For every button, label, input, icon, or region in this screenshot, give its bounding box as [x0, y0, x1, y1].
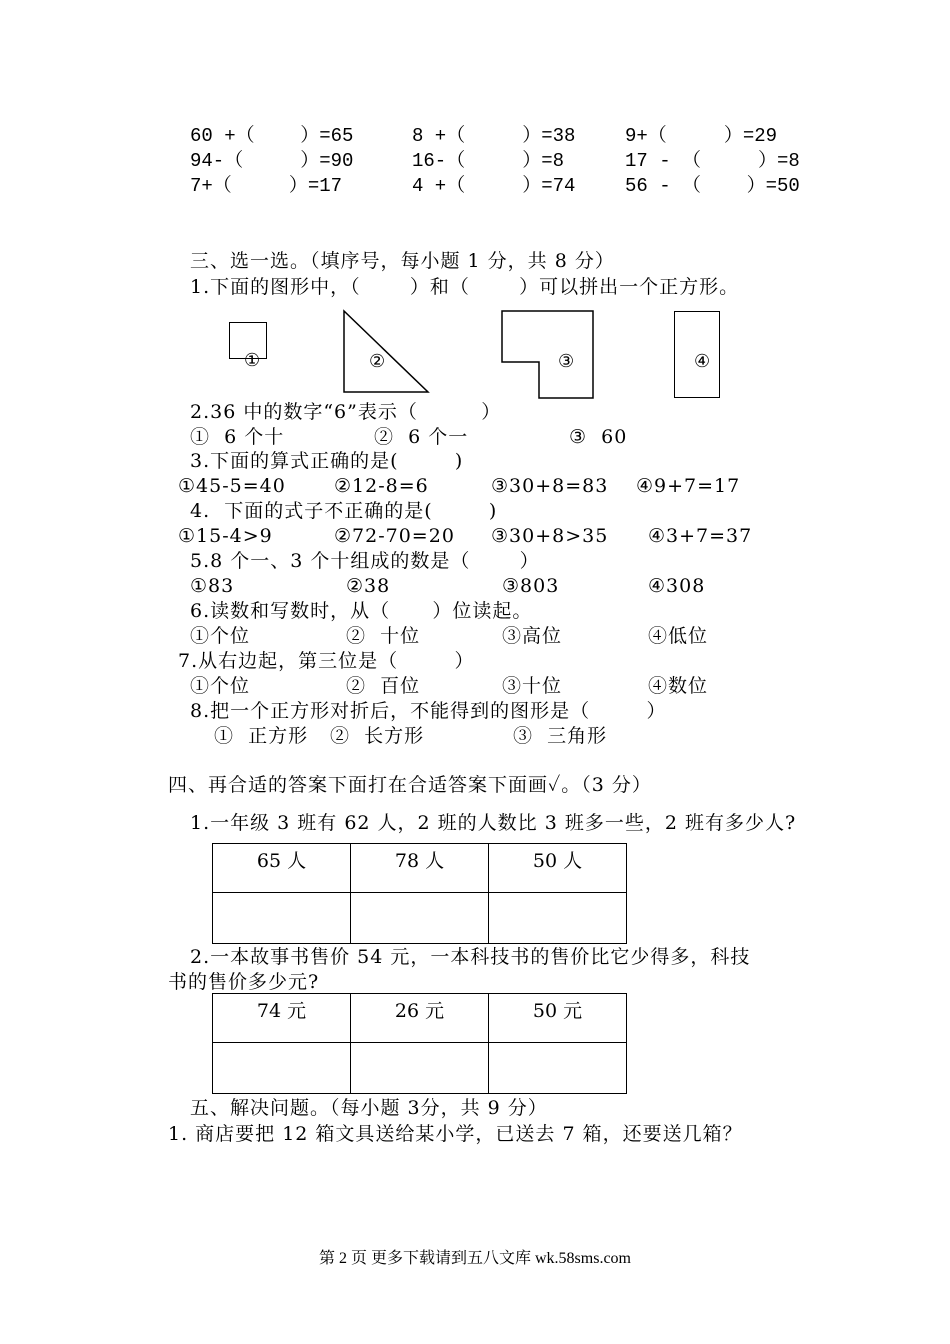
equation: 7+（ ）=17	[190, 175, 343, 197]
question-2: 2.36 中的数字“6”表示（ ）	[190, 401, 502, 423]
option: ④9+7=17	[636, 475, 741, 497]
question-4-2-line1: 2.一本故事书售价 54 元，一本科技书的售价比它少得多，科技	[190, 946, 751, 968]
option: ③高位	[502, 625, 563, 647]
check-cell[interactable]	[213, 893, 351, 944]
question-4-1: 1.一年级 3 班有 62 人，2 班的人数比 3 班多一些，2 班有多少人?	[190, 812, 797, 834]
option: ② 十位	[346, 625, 421, 647]
question-3: 3.下面的算式正确的是( )	[190, 450, 464, 472]
option: ② 长方形	[330, 725, 425, 747]
section5-title: 五、解决问题。（每小题 3分，共 9 分）	[190, 1097, 548, 1119]
equation: 56 - （ ）=50	[625, 175, 800, 197]
question-4-2-line2: 书的售价多少元?	[168, 971, 320, 993]
question-1: 1.下面的图形中，（ ）和（ ）可以拼出一个正方形。	[190, 276, 740, 298]
section3-title: 三、选一选。（填序号，每小题 1 分，共 8 分）	[190, 250, 615, 272]
option: ③ 60	[569, 426, 628, 448]
answer-table-2	[212, 993, 627, 1094]
option: ①15-4>9	[178, 525, 273, 547]
option: ④低位	[648, 625, 709, 647]
option: ②12-8=6	[334, 475, 429, 497]
choice-cell: 74 元	[213, 994, 351, 1043]
l-shape	[500, 308, 596, 400]
question-4: 4. 下面的式子不正确的是( )	[190, 500, 498, 522]
choice-cell: 50 人	[489, 844, 627, 893]
option: ① 正方形	[214, 725, 309, 747]
choice-cell: 65 人	[213, 844, 351, 893]
page-footer: 第 2 页 更多下载请到五八文库 wk.58sms.com	[318, 1250, 631, 1267]
equation: 4 +（ ）=74	[412, 175, 576, 197]
option: ③30+8=83	[491, 475, 609, 497]
question-7: 7.从右边起，第三位是（ ）	[178, 650, 475, 672]
check-cell[interactable]	[351, 1043, 489, 1094]
check-cell[interactable]	[351, 893, 489, 944]
option: ① 6 个十	[190, 426, 285, 448]
equation: 9+（ ）=29	[625, 125, 778, 147]
equation: 16-（ ）=8	[412, 150, 565, 172]
option: ②72-70=20	[334, 525, 455, 547]
question-5-1: 1. 商店要把 12 箱文具送给某小学，已送去 7 箱，还要送几箱？	[168, 1123, 743, 1145]
option: ④3+7=37	[648, 525, 753, 547]
option: ② 6 个一	[374, 426, 469, 448]
equation: 8 +（ ）=38	[412, 125, 576, 147]
choice-cell: 26 元	[351, 994, 489, 1043]
option: ④数位	[648, 675, 709, 697]
option: ①个位	[190, 625, 251, 647]
option: ② 百位	[346, 675, 421, 697]
option: ④308	[648, 575, 706, 597]
check-cell[interactable]	[489, 893, 627, 944]
option: ③30+8>35	[491, 525, 609, 547]
check-cell[interactable]	[489, 1043, 627, 1094]
option: ①45-5=40	[178, 475, 286, 497]
choice-cell: 50 元	[489, 994, 627, 1043]
option: ②38	[346, 575, 391, 597]
check-cell[interactable]	[213, 1043, 351, 1094]
question-5: 5.8 个一、3 个十组成的数是（ ）	[190, 550, 540, 572]
answer-table-1	[212, 843, 627, 944]
option: ③803	[502, 575, 560, 597]
shape-label: ③	[558, 351, 575, 372]
equation: 60 +（ ）=65	[190, 125, 354, 147]
equation: 17 - （ ）=8	[625, 150, 800, 172]
option: ①个位	[190, 675, 251, 697]
option: ③ 三角形	[513, 725, 608, 747]
option: ③十位	[502, 675, 563, 697]
section4-title: 四、再合适的答案下面打在合适答案下面画✓。（3 分）	[168, 774, 652, 796]
shape-label: ①	[244, 350, 261, 371]
triangle-shape	[340, 308, 432, 394]
choice-cell: 78 人	[351, 844, 489, 893]
equation: 94-（ ）=90	[190, 150, 354, 172]
option: ①83	[190, 575, 235, 597]
shape-label: ④	[694, 351, 711, 372]
question-6: 6.读数和写数时，从（ ）位读起。	[190, 600, 533, 622]
shape-label: ②	[369, 351, 386, 372]
question-8: 8.把一个正方形对折后，不能得到的图形是（ ）	[190, 700, 667, 722]
